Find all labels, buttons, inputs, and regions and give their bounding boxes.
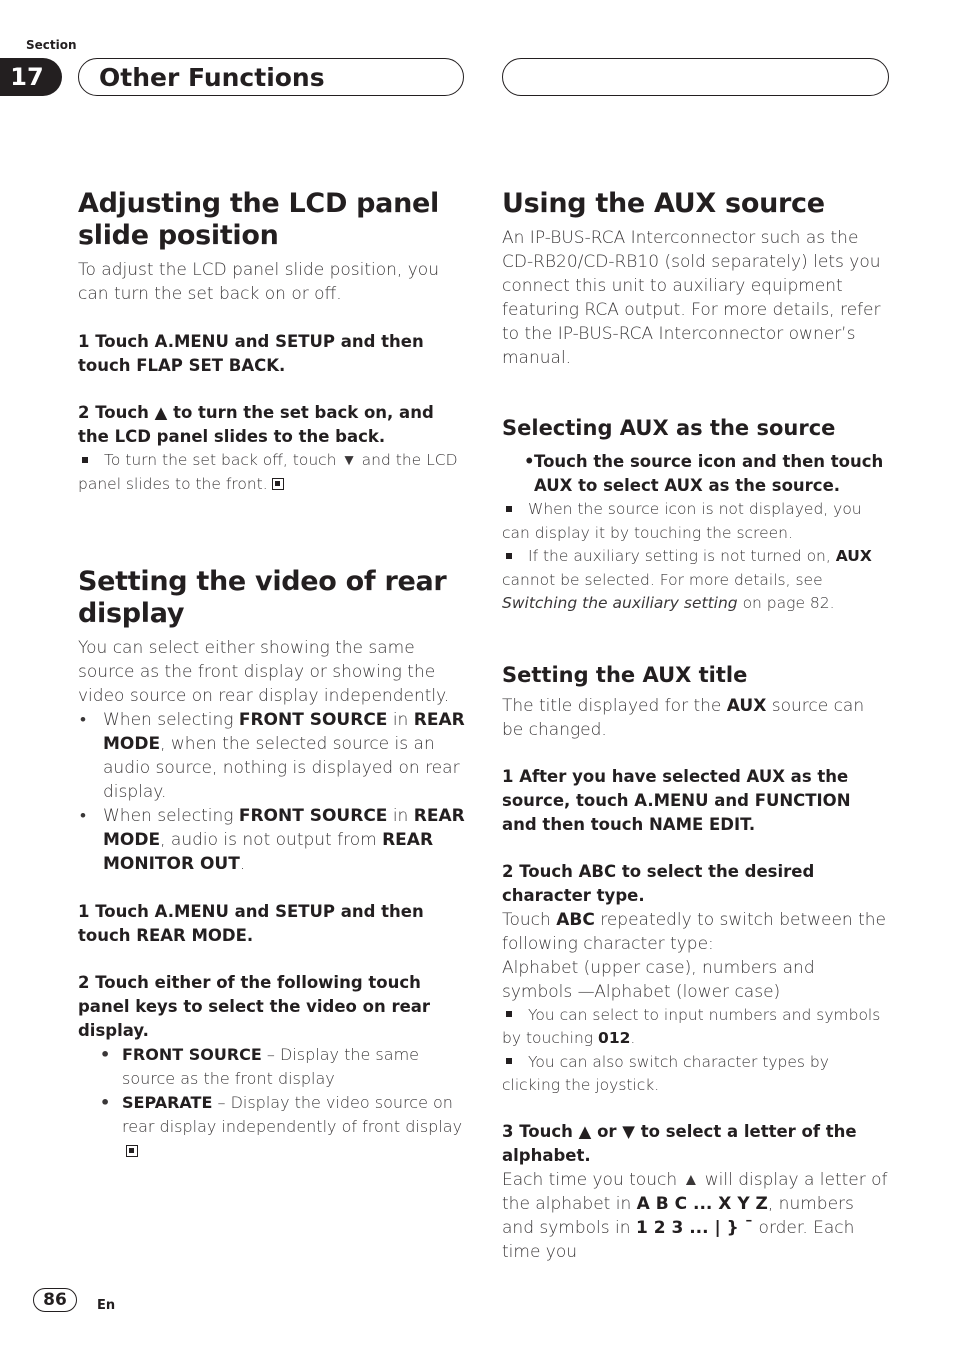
section-title-text: Other Functions: [99, 62, 325, 92]
rear-option-front-source: • FRONT SOURCE – Display the same source as the front display: [78, 1043, 468, 1091]
aux-title-heading: Setting the AUX title: [502, 662, 748, 687]
end-mark-icon: [272, 478, 284, 490]
aux-select-note-1: When the source icon is not displayed, you can display it by touching the screen.: [502, 500, 862, 542]
note-bullet-icon: [506, 553, 512, 559]
rear-heading: Setting the video of rear display: [78, 566, 447, 629]
aux-heading: Using the AUX source: [502, 188, 825, 219]
rear-section: [78, 566, 468, 1163]
lcd-note: [78, 449, 468, 496]
rear-step-1: 1 Touch A.MENU and SETUP and then touch REAR MODE.: [78, 902, 424, 945]
section-number-badge: 17: [0, 58, 62, 96]
aux-title-step-3: 3 Touch ▲ or ▼ to select a letter of the alphabet.: [502, 1121, 857, 1165]
end-mark-icon: [126, 1145, 138, 1157]
lcd-section: [78, 188, 468, 496]
aux-select-heading: Selecting AUX as the source: [502, 416, 836, 440]
note-bullet-icon: [506, 1058, 512, 1064]
lcd-step-1: 1 Touch A.MENU and SETUP and then touch FLAP SET BACK.: [78, 332, 424, 375]
note-bullet-icon: [82, 457, 88, 463]
rear-bullet-2: • When selecting FRONT SOURCE in REAR MODE, audio is not output from REAR MONITOR OUT.: [78, 804, 468, 876]
aux-title-note-2: You can also switch character types by clicking the joystick.: [502, 1052, 829, 1094]
section-label: Section: [26, 38, 77, 52]
rear-step-2: 2 Touch either of the following touch panel keys to select the video on rear display.: [78, 973, 431, 1040]
aux-title-intro: The title displayed for the AUX source can be changed.: [502, 695, 865, 740]
aux-section: [502, 188, 890, 1264]
header-empty-pill: [502, 58, 889, 96]
aux-title-step-2-body-2: Alphabet (upper case), numbers and symbols —Alphabet (lower case): [502, 957, 815, 1002]
lcd-step-2: 2 Touch ▲ to turn the set back on, and the LCD panel slides to the back.: [78, 403, 434, 446]
aux-title-note-1: You can select to input numbers and symbols by touching 012.: [502, 1005, 881, 1047]
aux-title-step-3-body: Each time you touch ▲ will display a letter of the alphabet in A B C ... X Y Z, numbers and symbols in 1 2 3 ... | } ¯ order. Each time you: [502, 1169, 888, 1262]
note-bullet-icon: [506, 506, 512, 512]
note-bullet-icon: [506, 1011, 512, 1017]
page-number: 86: [33, 1288, 77, 1312]
language-label: En: [97, 1298, 116, 1313]
rear-intro: You can select either showing the same source as the front display or showing the video source on rear display independently.: [78, 638, 450, 706]
rear-bullet-1: • When selecting FRONT SOURCE in REAR MODE, when the selected source is an audio source, nothing is displayed on rear display.: [78, 708, 468, 804]
rear-option-separate: • SEPARATE – Display the video source on rear display independently of front display: [78, 1091, 468, 1163]
section-title: [78, 58, 464, 96]
aux-title-step-2: 2 Touch ABC to select the desired character type.: [502, 861, 815, 905]
lcd-note-text: To turn the set back off, touch ▼ and the LCD panel slides to the front.: [78, 451, 458, 493]
lcd-intro: To adjust the LCD panel slide position, you can turn the set back on or off.: [78, 260, 439, 304]
aux-intro: An IP-BUS-RCA Interconnector such as the CD-RB20/CD-RB10 (sold separately) lets you connect this unit to auxiliary equipment featuring RCA output. For more details, refer to the IP-BUS-RCA Interconnector owner’s manual.: [502, 228, 881, 368]
aux-title-step-1: 1 After you have selected AUX as the source, touch A.MENU and FUNCTION and then touch NAME EDIT.: [502, 766, 851, 834]
aux-select-step: • Touch the source icon and then touch AUX to select AUX as the source.: [502, 450, 890, 498]
aux-select-note-2: If the auxiliary setting is not turned on, AUX cannot be selected. For more details, see Switching the auxiliary setting on page 82.: [502, 547, 872, 612]
lcd-heading: Adjusting the LCD panel slide position: [78, 188, 439, 251]
aux-title-step-2-body: Touch ABC repeatedly to switch between the following character type:: [502, 909, 887, 954]
